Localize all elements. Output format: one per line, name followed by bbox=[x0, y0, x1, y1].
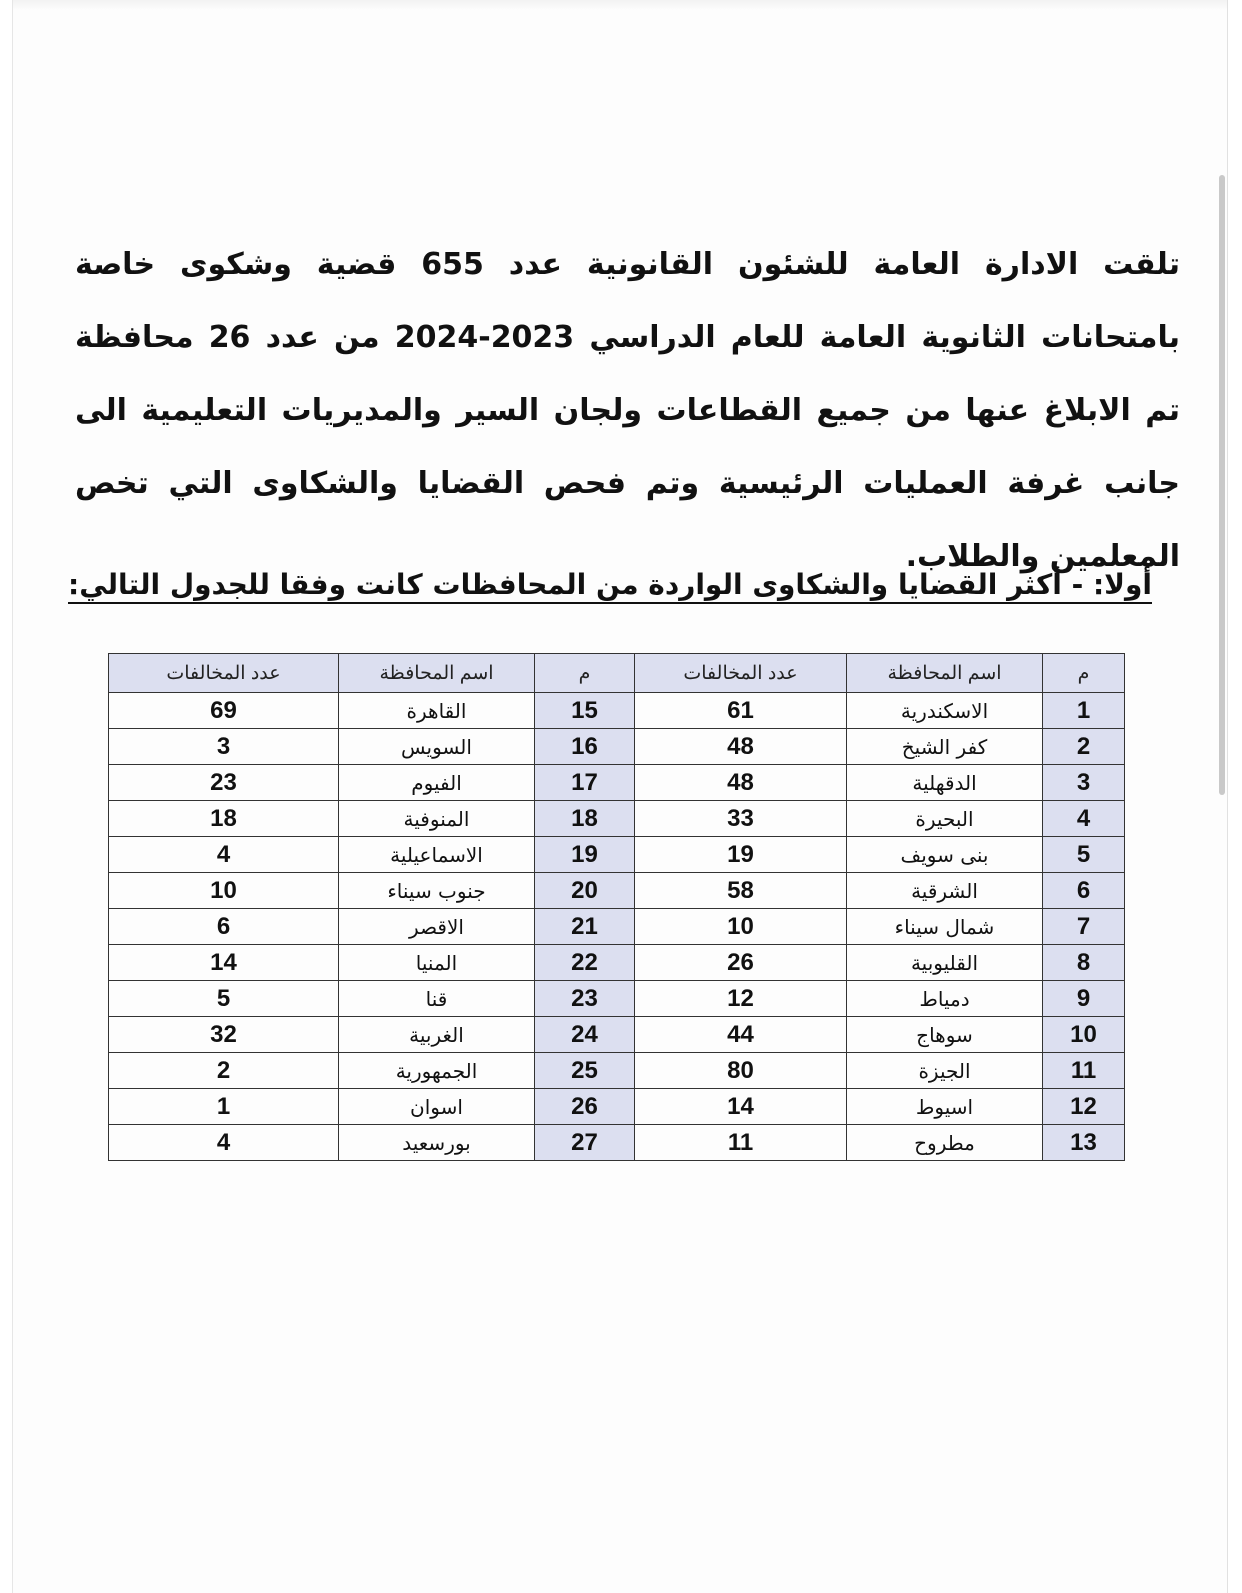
table-row bbox=[109, 765, 1125, 801]
header-count-1: عدد المخالفات bbox=[635, 654, 847, 693]
governorate-name-2: السويس bbox=[339, 729, 535, 765]
row-num-1: 2 bbox=[1043, 729, 1125, 765]
row-num-2: 25 bbox=[535, 1053, 635, 1089]
table-body bbox=[109, 693, 1125, 1161]
violation-count-1: 48 bbox=[635, 729, 847, 765]
row-num-1: 10 bbox=[1043, 1017, 1125, 1053]
governorate-name-2: الفيوم bbox=[339, 765, 535, 801]
intro-paragraph: تلقت الادارة العامة للشئون القانونية عدد 655 قضية وشكوى خاصة بامتحانات الثانوية العامة للعام الدراسي 2023-2024 من عدد 26 محافظة تم الابلاغ عنها من جميع القطاعات ولجان السير والمديريات التعليمية الى جانب غرفة العمليات الرئيسية وتم فحص القضايا والشكاوى التي تخص المعلمين والطلاب. bbox=[75, 247, 1181, 574]
violation-count-1: 14 bbox=[635, 1089, 847, 1125]
violation-count-2: 69 bbox=[109, 693, 339, 729]
violation-count-2: 18 bbox=[109, 801, 339, 837]
header-gov-1: اسم المحافظة bbox=[847, 654, 1043, 693]
table-row bbox=[109, 693, 1125, 729]
governorate-name-2: بورسعيد bbox=[339, 1125, 535, 1161]
violation-count-2: 1 bbox=[109, 1089, 339, 1125]
table-row bbox=[109, 801, 1125, 837]
row-num-2: 26 bbox=[535, 1089, 635, 1125]
governorate-name-1: مطروح bbox=[847, 1125, 1043, 1161]
violation-count-1: 33 bbox=[635, 801, 847, 837]
governorate-name-1: الجيزة bbox=[847, 1053, 1043, 1089]
governorate-name-1: اسيوط bbox=[847, 1089, 1043, 1125]
governorate-name-1: كفر الشيخ bbox=[847, 729, 1043, 765]
violation-count-1: 12 bbox=[635, 981, 847, 1017]
violation-count-2: 10 bbox=[109, 873, 339, 909]
row-num-1: 6 bbox=[1043, 873, 1125, 909]
violation-count-2: 3 bbox=[109, 729, 339, 765]
violation-count-1: 11 bbox=[635, 1125, 847, 1161]
violation-count-1: 80 bbox=[635, 1053, 847, 1089]
governorate-name-1: الشرقية bbox=[847, 873, 1043, 909]
violation-count-1: 61 bbox=[635, 693, 847, 729]
table-row bbox=[109, 837, 1125, 873]
table-row bbox=[109, 981, 1125, 1017]
header-count-2: عدد المخالفات bbox=[109, 654, 339, 693]
header-gov-2: اسم المحافظة bbox=[339, 654, 535, 693]
violation-count-1: 19 bbox=[635, 837, 847, 873]
table-row bbox=[109, 873, 1125, 909]
page-top-edge bbox=[13, 0, 1227, 10]
violations-table bbox=[108, 653, 1125, 1161]
row-num-2: 17 bbox=[535, 765, 635, 801]
header-num-2: م bbox=[535, 654, 635, 693]
governorate-name-2: المنيا bbox=[339, 945, 535, 981]
governorate-name-1: شمال سيناء bbox=[847, 909, 1043, 945]
row-num-1: 5 bbox=[1043, 837, 1125, 873]
row-num-1: 8 bbox=[1043, 945, 1125, 981]
row-num-2: 27 bbox=[535, 1125, 635, 1161]
violation-count-2: 6 bbox=[109, 909, 339, 945]
table-row bbox=[109, 1089, 1125, 1125]
row-num-2: 22 bbox=[535, 945, 635, 981]
row-num-1: 9 bbox=[1043, 981, 1125, 1017]
violation-count-2: 2 bbox=[109, 1053, 339, 1089]
row-num-1: 4 bbox=[1043, 801, 1125, 837]
governorate-name-1: دمياط bbox=[847, 981, 1043, 1017]
section-heading: أولا: - أكثر القضايا والشكاوى الواردة من المحافظات كانت وفقا للجدول التالي: bbox=[68, 568, 1152, 601]
governorate-name-2: المنوفية bbox=[339, 801, 535, 837]
row-num-1: 12 bbox=[1043, 1089, 1125, 1125]
table-row bbox=[109, 1017, 1125, 1053]
governorate-name-1: بنى سويف bbox=[847, 837, 1043, 873]
row-num-1: 1 bbox=[1043, 693, 1125, 729]
row-num-1: 11 bbox=[1043, 1053, 1125, 1089]
table-row bbox=[109, 909, 1125, 945]
row-num-2: 15 bbox=[535, 693, 635, 729]
governorate-name-1: الاسكندرية bbox=[847, 693, 1043, 729]
violation-count-2: 23 bbox=[109, 765, 339, 801]
row-num-1: 3 bbox=[1043, 765, 1125, 801]
governorate-name-1: القليوبية bbox=[847, 945, 1043, 981]
violation-count-1: 26 bbox=[635, 945, 847, 981]
violation-count-1: 44 bbox=[635, 1017, 847, 1053]
violation-count-2: 32 bbox=[109, 1017, 339, 1053]
governorate-name-2: الغربية bbox=[339, 1017, 535, 1053]
governorate-name-2: جنوب سيناء bbox=[339, 873, 535, 909]
row-num-2: 19 bbox=[535, 837, 635, 873]
violation-count-1: 10 bbox=[635, 909, 847, 945]
violation-count-2: 4 bbox=[109, 1125, 339, 1161]
row-num-2: 16 bbox=[535, 729, 635, 765]
violation-count-1: 48 bbox=[635, 765, 847, 801]
table-row bbox=[109, 1053, 1125, 1089]
row-num-2: 20 bbox=[535, 873, 635, 909]
violation-count-2: 4 bbox=[109, 837, 339, 873]
row-num-2: 23 bbox=[535, 981, 635, 1017]
governorate-name-2: الجمهورية bbox=[339, 1053, 535, 1089]
table-row bbox=[109, 1125, 1125, 1161]
table-row bbox=[109, 729, 1125, 765]
table-header-row bbox=[109, 654, 1125, 693]
row-num-1: 13 bbox=[1043, 1125, 1125, 1161]
violation-count-2: 5 bbox=[109, 981, 339, 1017]
governorate-name-2: قنا bbox=[339, 981, 535, 1017]
governorate-name-1: الدقهلية bbox=[847, 765, 1043, 801]
row-num-2: 18 bbox=[535, 801, 635, 837]
governorate-name-1: البحيرة bbox=[847, 801, 1043, 837]
governorate-name-2: اسوان bbox=[339, 1089, 535, 1125]
governorate-name-1: سوهاج bbox=[847, 1017, 1043, 1053]
header-num-1: م bbox=[1043, 654, 1125, 693]
governorate-name-2: الاقصر bbox=[339, 909, 535, 945]
row-num-2: 21 bbox=[535, 909, 635, 945]
row-num-2: 24 bbox=[535, 1017, 635, 1053]
table-row bbox=[109, 945, 1125, 981]
row-num-1: 7 bbox=[1043, 909, 1125, 945]
violation-count-1: 58 bbox=[635, 873, 847, 909]
violation-count-2: 14 bbox=[109, 945, 339, 981]
governorate-name-2: الاسماعيلية bbox=[339, 837, 535, 873]
governorate-name-2: القاهرة bbox=[339, 693, 535, 729]
scrollbar-handle[interactable] bbox=[1219, 175, 1225, 795]
